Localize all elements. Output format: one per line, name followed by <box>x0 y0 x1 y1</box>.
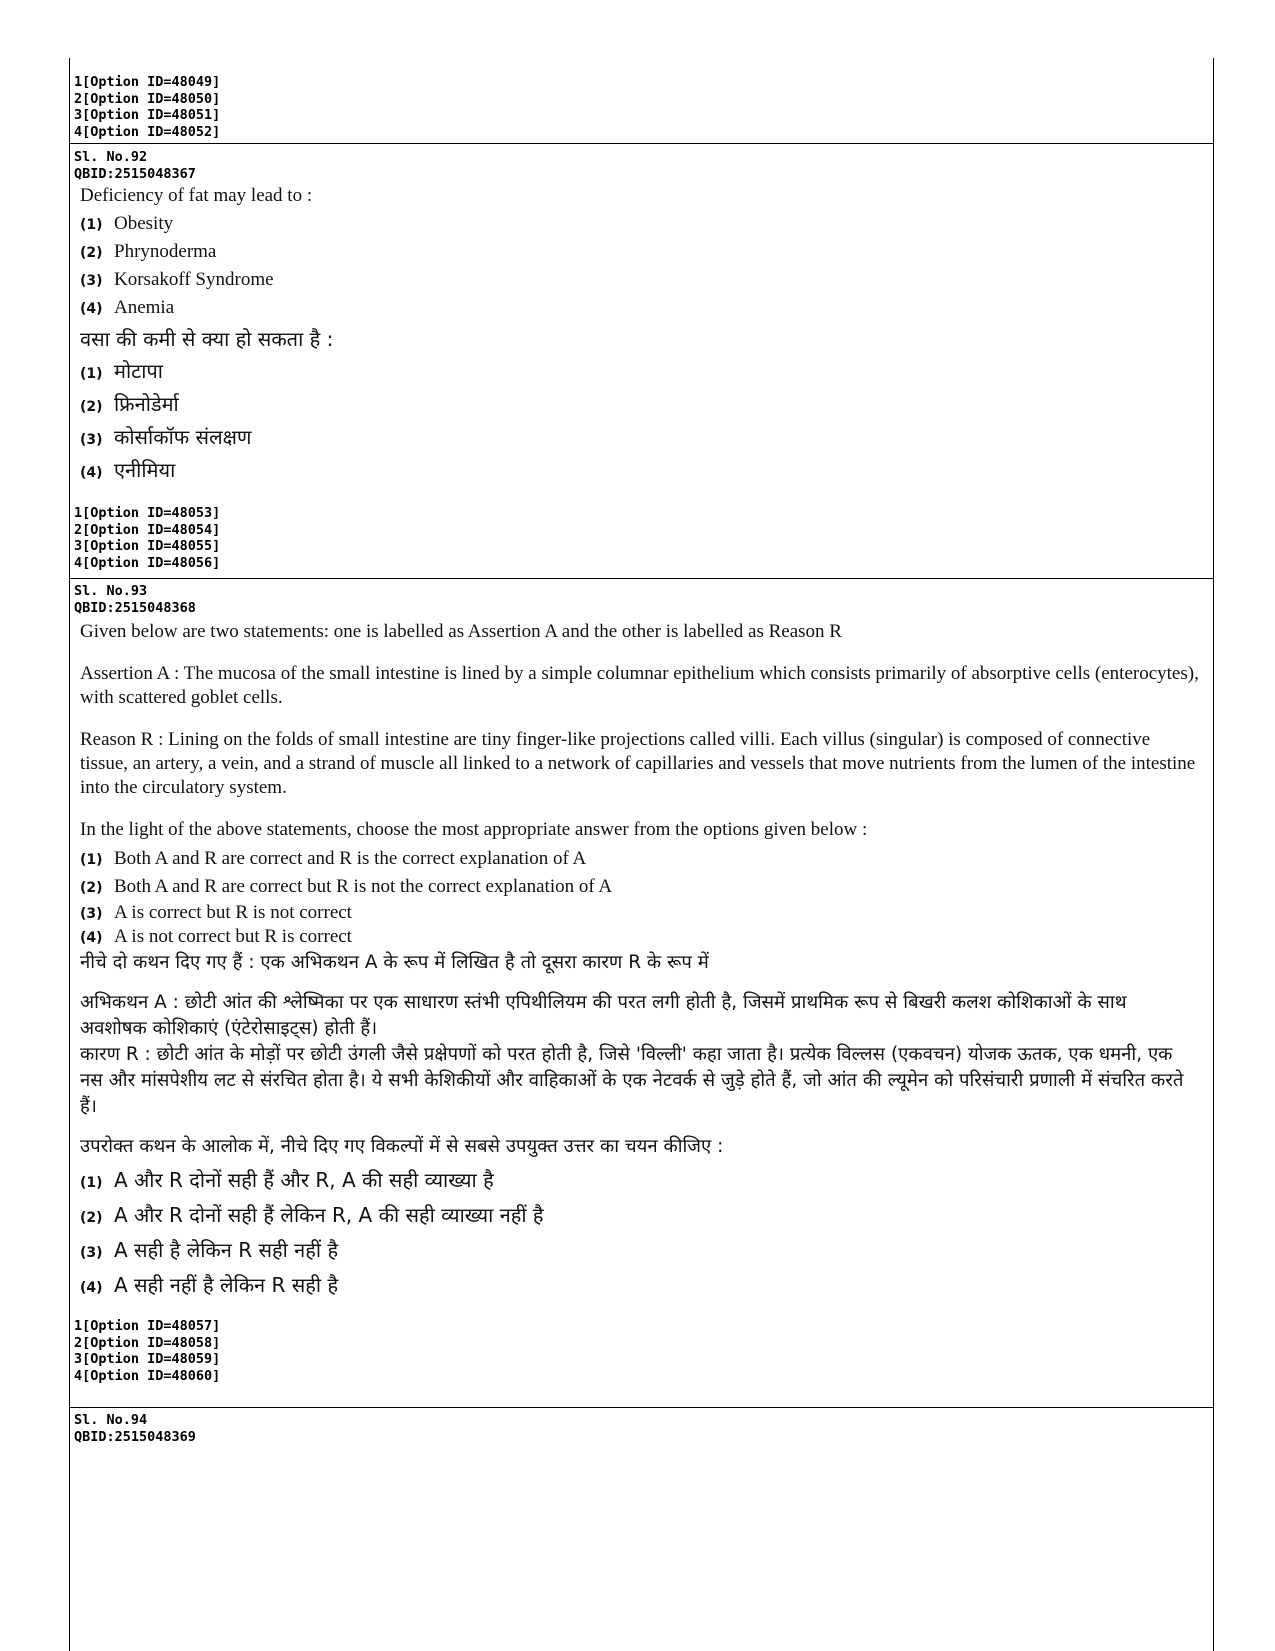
option-hi-4 <box>80 456 1209 483</box>
option-hi-2 <box>80 390 1209 417</box>
question-paper-page <box>69 58 1214 1651</box>
assertion-hi: अभिकथन A : छोटी आंत की श्लेष्मिका पर एक साधारण स्तंभी एपिथीलियम की परत लगी होती है, जिसमें प्राथमिक रूप से बिखरी कलश कोशिकाओं के साथ अवशोषक कोशिकाएं (एंटेरोसाइट्स) होती हैं। <box>80 992 1127 1039</box>
option-hi-2 <box>80 1201 1199 1228</box>
question-92 <box>70 144 1213 579</box>
option-id-line: 4[Option ID=48056] <box>74 554 221 571</box>
option-text: A सही नहीं है लेकिन R सही है <box>114 1273 339 1297</box>
question-text-en: Deficiency of fat may lead to : <box>80 185 313 206</box>
reason-hi: कारण R : छोटी आंत के मोड़ों पर छोटी उंगली जैसे प्रक्षेपणों को परत होती है, जिसे 'विल्ली' कहा जाता है। प्रत्येक विल्लस (एकवचन) योजक ऊतक, एक धमनी, एक नस और मांसपेशीय लट से संरचित होता है। ये सभी केशिकीयों और वाहिकाओं के एक नेटवर्क से जुड़े होते हैं, जो आंत की ल्यूमेन को परिसंचारी प्रणाली में संचरित करते हैं। <box>80 1044 1184 1117</box>
option-text: Both A and R are correct and R is the correct explanation of A <box>114 848 587 869</box>
assertion-en: Assertion A : The mucosa of the small intestine is lined by a simple columnar epithelium which consists primarily of absorptive cells (enterocytes), with scattered goblet cells. <box>80 663 1199 708</box>
option-text: फ्रिनोडेर्मा <box>114 392 179 416</box>
option-id-line: 2[Option ID=48058] <box>74 1334 221 1351</box>
question-94 <box>70 1408 1213 1445</box>
option-en-4 <box>80 297 1209 319</box>
option-text: Obesity <box>114 213 174 234</box>
option-number: (3) <box>80 1245 103 1261</box>
option-id-line: 3[Option ID=48051] <box>74 107 221 123</box>
option-number: (4) <box>80 930 103 946</box>
option-hi-3 <box>80 1236 1199 1263</box>
option-en-3 <box>80 269 1209 291</box>
option-text: कोर्साकॉफ संलक्षण <box>114 425 252 449</box>
option-hi-1 <box>80 1166 1199 1193</box>
serial-number: Sl. No.93 <box>74 583 148 599</box>
option-hi-1 <box>80 357 1209 384</box>
option-number: (4) <box>80 301 103 317</box>
option-text: A is not correct but R is correct <box>114 926 352 947</box>
option-text: Both A and R are correct but R is not the correct explanation of A <box>114 876 613 897</box>
serial-number: Sl. No.94 <box>74 1412 148 1428</box>
option-number: (3) <box>80 432 103 448</box>
option-id-line: 2[Option ID=48054] <box>74 521 221 538</box>
option-en-1 <box>80 213 1209 235</box>
option-number: (2) <box>80 880 103 896</box>
option-text: मोटापा <box>114 359 163 383</box>
option-number: (1) <box>80 366 103 382</box>
option-text: एनीमिया <box>114 458 176 482</box>
option-text: A सही है लेकिन R सही नहीं है <box>114 1238 339 1262</box>
intro-en: Given below are two statements: one is labelled as Assertion A and the other is labelled as Reason R <box>80 621 842 642</box>
option-number: (1) <box>80 1175 103 1191</box>
option-number: (1) <box>80 217 103 233</box>
option-number: (3) <box>80 273 103 289</box>
option-en-4 <box>80 926 1199 948</box>
option-number: (4) <box>80 465 103 481</box>
option-number: (2) <box>80 1210 103 1226</box>
choose-hi: उपरोक्त कथन के आलोक में, नीचे दिए गए विकल्पों में से सबसे उपयुक्त उत्तर का चयन कीजिए : <box>80 1136 724 1157</box>
intro-hi: नीचे दो कथन दिए गए हैं : एक अभिकथन A के रूप में लिखित है तो दूसरा कारण R के रूप में <box>80 952 709 973</box>
option-text: Korsakoff Syndrome <box>114 269 274 290</box>
qbid: QBID:2515048369 <box>74 1428 196 1445</box>
option-number: (1) <box>80 852 103 868</box>
option-id-line: 2[Option ID=48050] <box>74 90 221 107</box>
option-text: Phrynoderma <box>114 241 217 262</box>
option-en-2 <box>80 876 1199 898</box>
option-id-line: 1[Option ID=48053] <box>74 505 221 521</box>
question-93 <box>70 579 1213 1408</box>
option-number: (2) <box>80 399 103 415</box>
option-en-2 <box>80 241 1209 263</box>
serial-number: Sl. No.92 <box>74 149 148 165</box>
option-text: A is correct but R is not correct <box>114 902 352 923</box>
choose-en: In the light of the above statements, choose the most appropriate answer from the options given below : <box>80 819 868 840</box>
option-id-line: 4[Option ID=48052] <box>74 123 221 140</box>
option-text: Anemia <box>114 297 175 318</box>
option-id-line: 3[Option ID=48055] <box>74 538 221 554</box>
option-en-3 <box>80 902 1199 924</box>
option-number: (3) <box>80 906 103 922</box>
option-hi-3 <box>80 423 1209 450</box>
option-id-line: 1[Option ID=48049] <box>74 74 221 90</box>
reason-en: Reason R : Lining on the folds of small intestine are tiny finger-like projections called villi. Each villus (singular) is composed of connective tissue, an artery, a vein, and a strand of muscle all linked to a network of capillaries and vessels that move nutrients from the lumen of the intestine into the circulatory system. <box>80 729 1196 798</box>
question-text-hi: वसा की कमी से क्या हो सकता है : <box>80 327 334 351</box>
option-id-line: 1[Option ID=48057] <box>74 1318 221 1334</box>
option-number: (2) <box>80 245 103 261</box>
option-text: A और R दोनों सही हैं और R, A की सही व्याख्या है <box>114 1168 494 1192</box>
option-en-1 <box>80 848 1199 870</box>
option-number: (4) <box>80 1280 103 1296</box>
option-hi-4 <box>80 1271 1199 1298</box>
qbid: QBID:2515048368 <box>74 599 196 616</box>
previous-question-option-ids <box>70 58 1213 144</box>
qbid: QBID:2515048367 <box>74 165 196 182</box>
option-id-line: 3[Option ID=48059] <box>74 1351 221 1367</box>
option-id-line: 4[Option ID=48060] <box>74 1367 221 1384</box>
option-text: A और R दोनों सही हैं लेकिन R, A की सही व्याख्या नहीं है <box>114 1203 544 1227</box>
